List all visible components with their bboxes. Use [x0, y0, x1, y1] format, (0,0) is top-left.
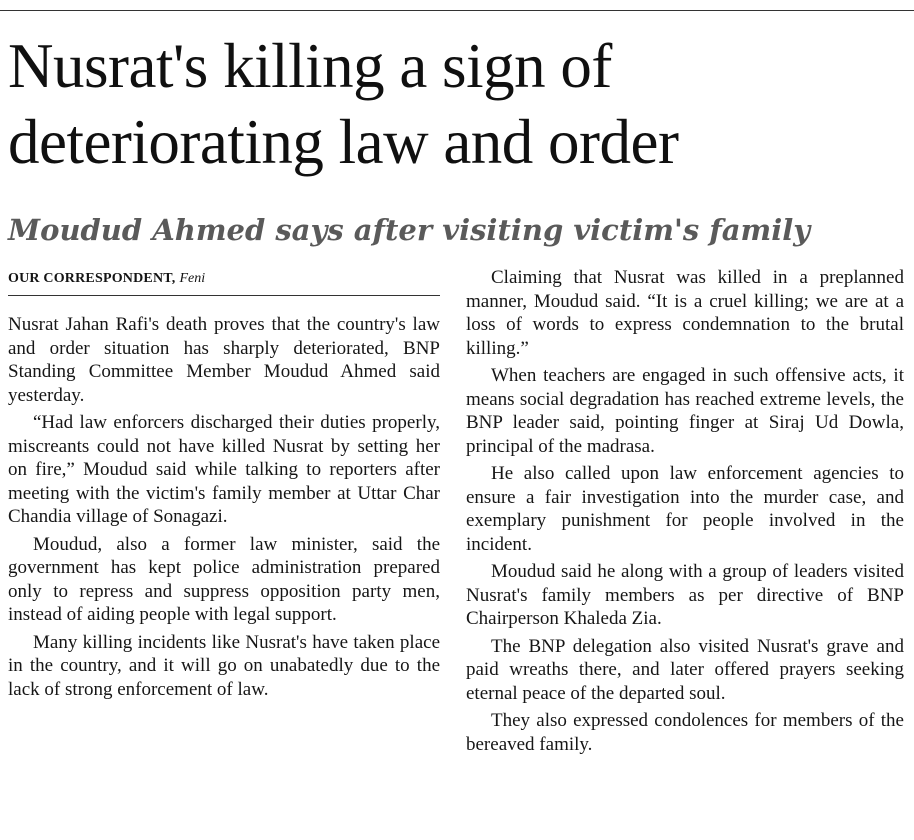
paragraph: “Had law enforcers discharged their duties properly, miscreants could not have killed Nusrat by setting her on fire,” Moudud said while talking to reporters after meeting with the victim's family member at Uttar Char Chandia village of Sonagazi.	[8, 412, 440, 527]
paragraph: Claiming that Nusrat was killed in a preplanned manner, Moudud said. “It is a cruel killing; we are at a loss of words to express condemnation to the brutal killing.”	[466, 267, 904, 359]
subheadline: Moudud Ahmed says after visiting victim's family	[8, 213, 811, 247]
byline-author: OUR CORRESPONDENT,	[8, 271, 176, 286]
right-column	[466, 266, 904, 760]
paragraph: He also called upon law enforcement agencies to ensure a fair investigation into the murder case, and exemplary punishment for people involved in the incident.	[466, 463, 904, 555]
byline	[8, 268, 440, 289]
top-rule	[0, 10, 914, 11]
paragraph: Many killing incidents like Nusrat's have taken place in the country, and it will go on unabatedly due to the lack of strong enforcement of law.	[8, 631, 440, 700]
headline: Nusrat's killing a sign of deteriorating law and order	[8, 31, 679, 177]
paragraph: Moudud said he along with a group of leaders visited Nusrat's family members as per directive of BNP Chairperson Khaleda Zia.	[466, 561, 904, 629]
paragraph: When teachers are engaged in such offensive acts, it means social degradation has reached extreme levels, the BNP leader said, pointing finger at Siraj Ud Dowla, principal of the madrasa.	[466, 365, 904, 457]
paragraph: The BNP delegation also visited Nusrat's grave and paid wreaths there, and later offered prayers seeking eternal peace of the departed soul.	[466, 635, 904, 704]
paragraph: Moudud, also a former law minister, said the government has kept police administration prepared only to repress and suppress opposition party men, instead of aiding people with legal support.	[8, 533, 440, 625]
byline-location: Feni	[179, 271, 206, 286]
paragraph: Nusrat Jahan Rafi's death proves that the country's law and order situation has sharply deteriorated, BNP Standing Committee Member Moudud Ahmed said yesterday.	[8, 314, 440, 406]
left-column	[8, 313, 440, 705]
byline-rule	[8, 295, 440, 296]
paragraph: They also expressed condolences for members of the bereaved family.	[466, 710, 904, 755]
